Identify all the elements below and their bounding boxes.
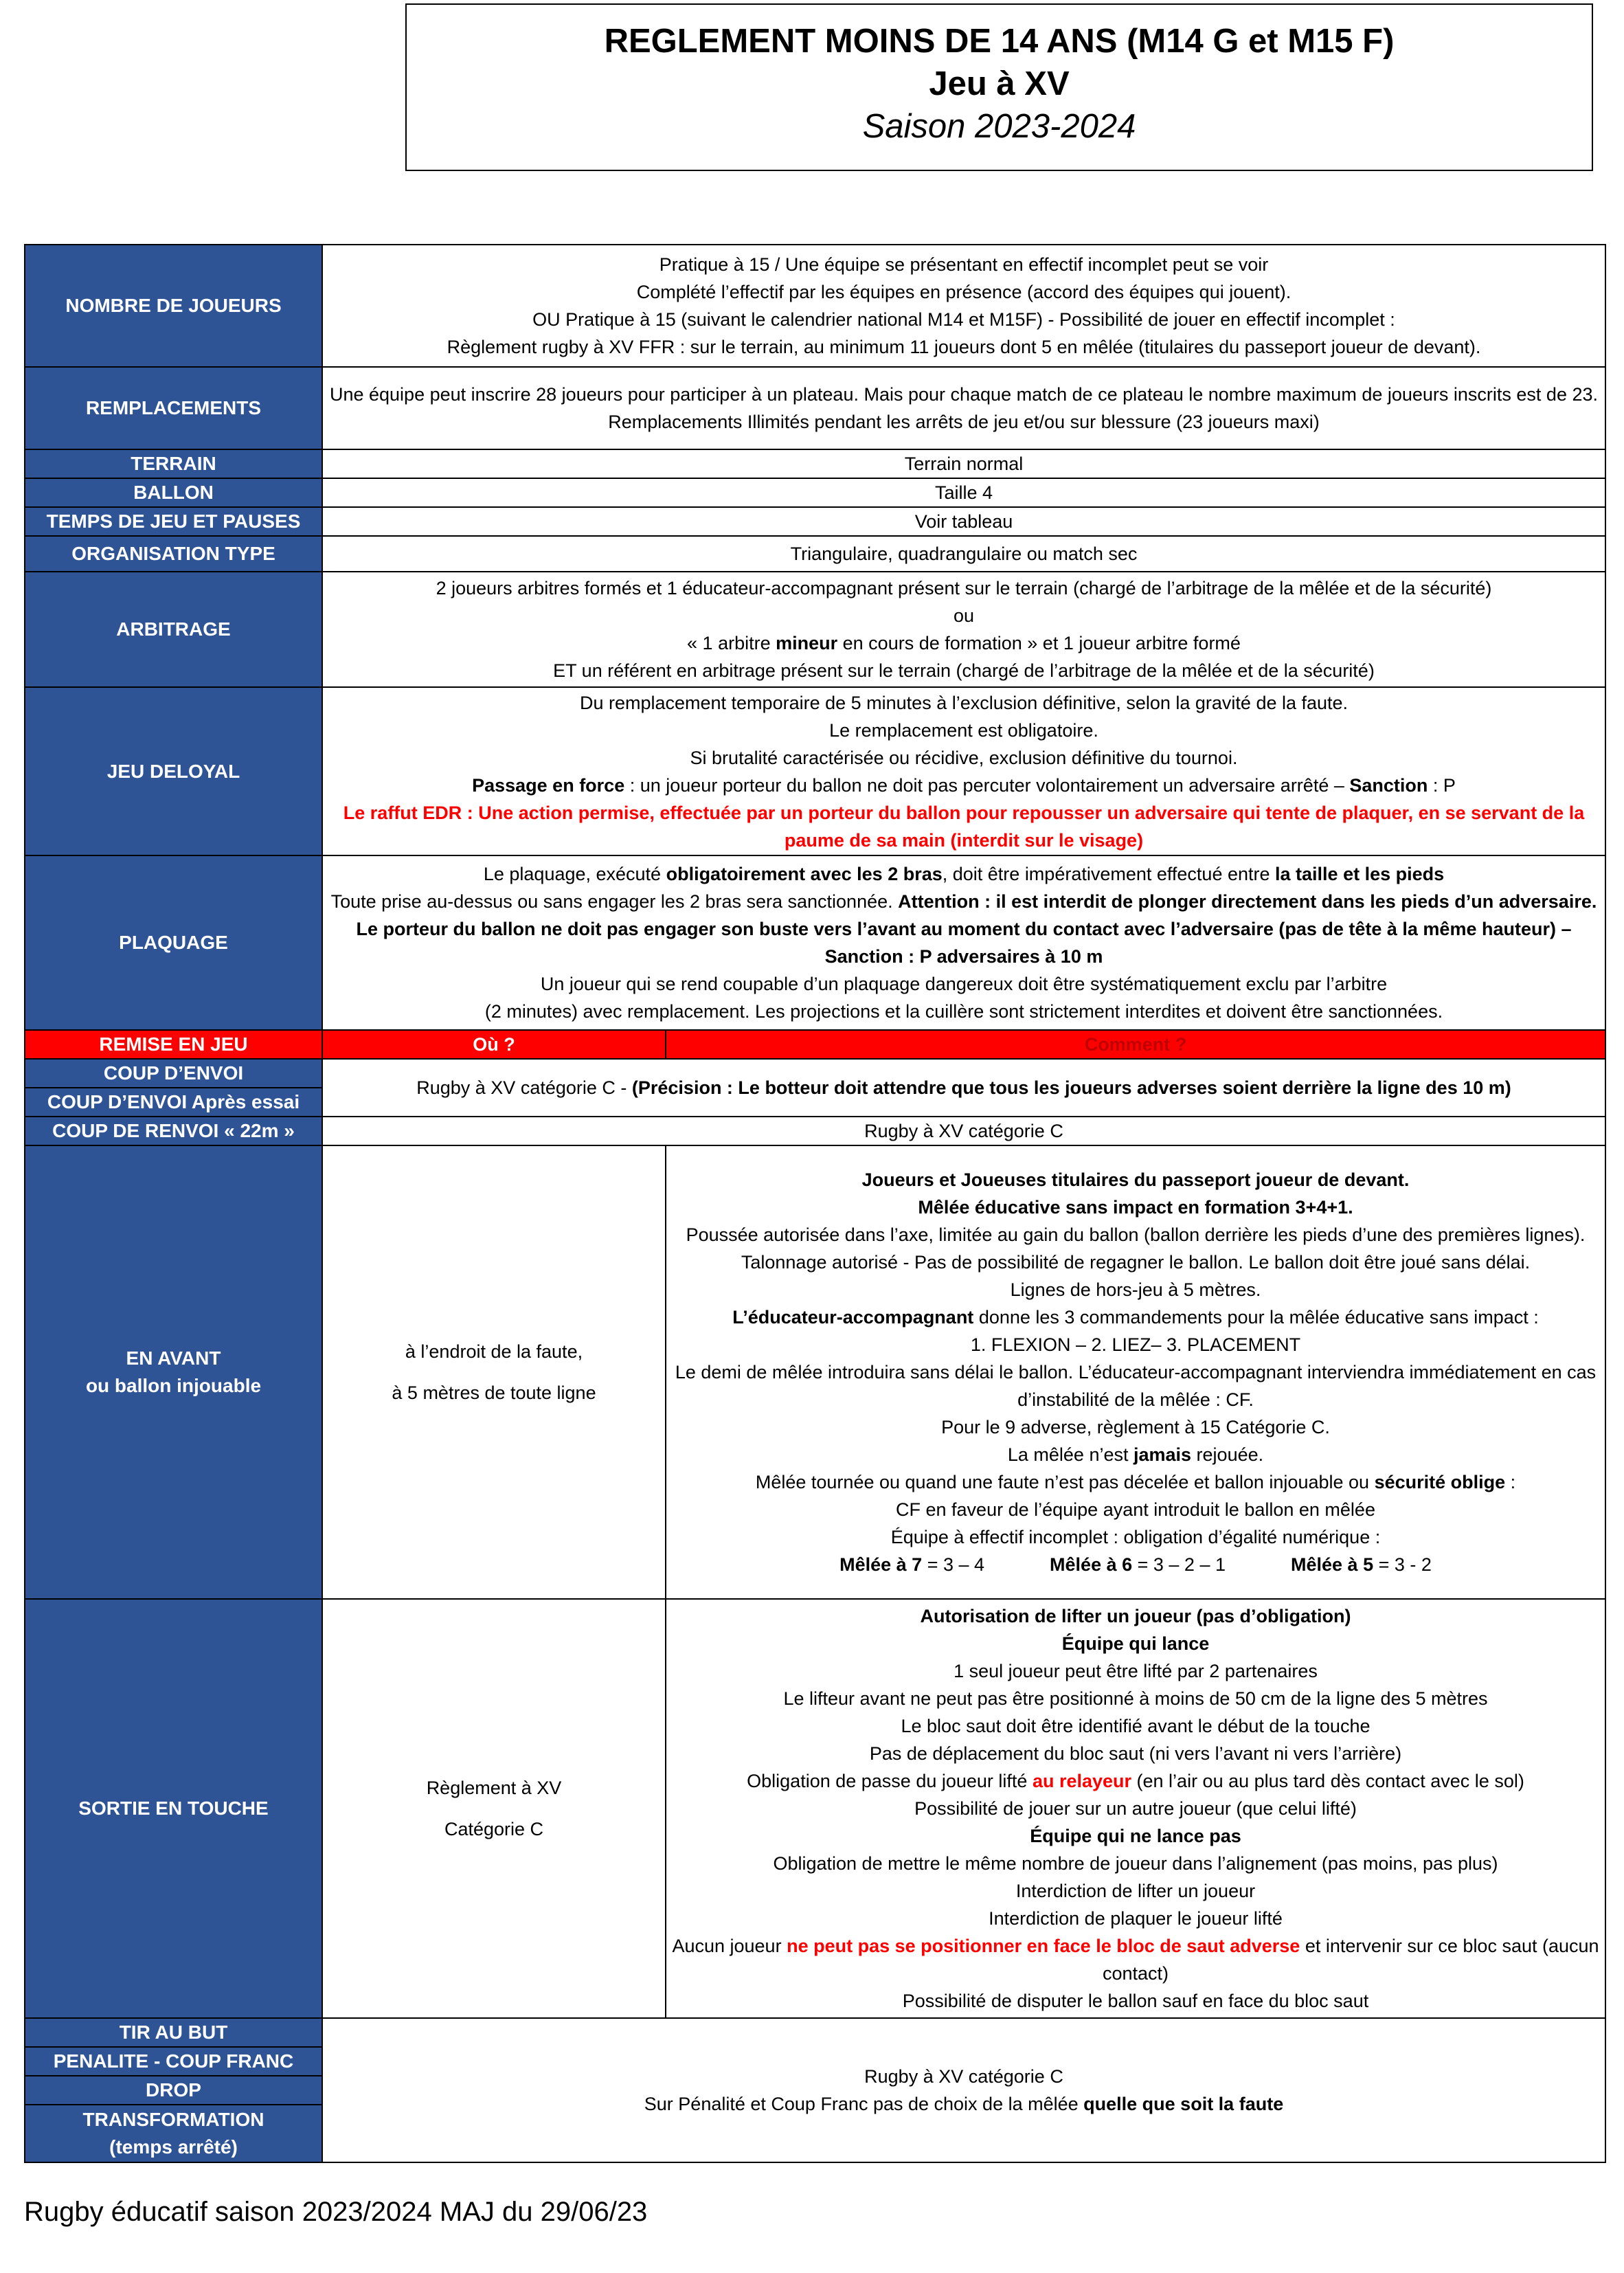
text-line-bold: Équipe qui ne lance pas [1030, 1826, 1241, 1846]
text-line [672, 1932, 1599, 1987]
text-run-red: au relayeur [1032, 1771, 1132, 1791]
text-run: (en l’air ou au plus tard dès contact avec le sol) [1131, 1771, 1524, 1791]
label-transformation [25, 2105, 322, 2162]
text-line-bold: Mêlée éducative sans impact en formation 3+4+1. [918, 1197, 1353, 1218]
label-terrain: TERRAIN [25, 449, 322, 478]
row-coup-de-renvoi [25, 1117, 1605, 1145]
value-ballon: Taille 4 [322, 478, 1605, 507]
header-comment: Comment ? [666, 1030, 1605, 1059]
text-line: Complété l’effectif par les équipes en présence (accord des équipes qui jouent). [636, 282, 1292, 302]
label-organisation: ORGANISATION TYPE [25, 536, 322, 572]
text-line [328, 2090, 1599, 2118]
text-line: Une équipe peut inscrire 28 joueurs pour participer à un plateau. Mais pour chaque match de ce plateau le nombre maximum de joueurs inscrits est de 23. [329, 384, 1599, 405]
text-line: Le remplacement est obligatoire. [829, 719, 1098, 741]
row-coup-envoi [25, 1059, 1605, 1088]
text-run: Mêlée tournée ou quand une faute n’est pas décelée et ballon injouable ou [755, 1472, 1375, 1492]
text-line: OU Pratique à 15 (suivant le calendrier national M14 et M15F) - Possibilité de jouer en effectif incomplet : [532, 309, 1395, 330]
text-run-bold: Passage en force [472, 774, 625, 796]
text-line-bold: Équipe qui lance [1061, 1633, 1210, 1654]
row-terrain [25, 449, 1605, 478]
page-footer: Rugby éducatif saison 2023/2024 MAJ du 29/06/23 [24, 2197, 648, 2227]
text-line [672, 1441, 1599, 1468]
row-organisation [25, 536, 1605, 572]
label-coup-envoi-apres-essai: COUP D’ENVOI Après essai [25, 1088, 322, 1117]
text-line [328, 860, 1599, 888]
text-run: Toute prise au-dessus ou sans engager les 2 bras sera sanctionnée. [330, 891, 899, 912]
text-line: Rugby à XV catégorie C [864, 2066, 1063, 2087]
text-line: Le lifteur avant ne peut pas être positionné à moins de 50 cm de la ligne des 5 mètres [783, 1688, 1488, 1709]
row-en-avant [25, 1145, 1605, 1599]
text-run: = 3 – 4 [922, 1554, 985, 1575]
text-line: Si brutalité caractérisée ou récidive, exclusion définitive du tournoi. [690, 747, 1238, 768]
text-run: rejouée. [1191, 1444, 1264, 1465]
value-tir-au-but [322, 2018, 1605, 2162]
label-en-avant [25, 1145, 322, 1599]
text-line: Talonnage autorisé - Pas de possibilité de regagner le ballon. Le ballon doit être joué sans délai. [741, 1252, 1531, 1273]
text-run-bold: L’éducateur-accompagnant [732, 1307, 974, 1328]
text-run: : un joueur porteur du ballon ne doit pas percuter volontairement un adversaire arrêté – [624, 774, 1350, 796]
text-run-bold: sécurité oblige [1374, 1472, 1506, 1492]
text-line: Règlement à XV [426, 1778, 562, 1798]
text-line: 1. FLEXION – 2. LIEZ– 3. PLACEMENT [970, 1334, 1301, 1355]
text-line: Poussée autorisée dans l’axe, limitée au gain du ballon (ballon derrière les pieds d’une des premières lignes). [686, 1224, 1586, 1245]
text-line [672, 1468, 1599, 1496]
text-line [672, 1767, 1599, 1795]
text-line [328, 772, 1599, 799]
text-line: ou [953, 605, 975, 626]
text-run-bold: jamais [1133, 1444, 1192, 1465]
text-line: Équipe à effectif incomplet : obligation d’égalité numérique : [890, 1527, 1381, 1547]
label-coup-de-renvoi: COUP DE RENVOI « 22m » [25, 1117, 322, 1145]
text-run-bold: Mêlée à 6 [1050, 1554, 1133, 1575]
text-run-bold: Mêlée à 7 [839, 1554, 923, 1575]
text-run: et intervenir sur ce bloc saut (aucun contact) [1102, 1936, 1599, 1984]
label-drop: DROP [25, 2076, 322, 2105]
text-run: Obligation de passe du joueur lifté [747, 1771, 1033, 1791]
title-box [405, 3, 1593, 171]
value-nombre-joueurs [322, 245, 1605, 367]
text-run-bold: (Précision : Le botteur doit attendre que tous les joueurs adverses soient derrière la ligne des 10 m) [631, 1077, 1511, 1098]
value-remplacements [322, 367, 1605, 449]
text-run: « 1 arbitre [687, 633, 776, 653]
row-remise-en-jeu [25, 1030, 1605, 1059]
ou-sortie-en-touche [322, 1599, 666, 2018]
text-line: Remplacements Illimités pendant les arrêts de jeu et/ou sur blessure (23 joueurs maxi) [608, 412, 1320, 432]
comment-en-avant [666, 1145, 1605, 1599]
label-nombre-joueurs: NOMBRE DE JOUEURS [25, 245, 322, 367]
spacer [328, 1365, 659, 1379]
label-ballon: BALLON [25, 478, 322, 507]
value-jeu-deloyal [322, 687, 1605, 855]
text-line: CF en faveur de l’équipe ayant introduit le ballon en mêlée [896, 1499, 1375, 1520]
text-run-bold: mineur [776, 633, 838, 653]
text-line [328, 629, 1599, 657]
label-plaquage: PLAQUAGE [25, 855, 322, 1030]
value-coup-envoi [322, 1059, 1605, 1117]
text-line: Obligation de mettre le même nombre de joueur dans l’alignement (pas moins, pas plus) [773, 1853, 1498, 1874]
label-jeu-deloyal: JEU DELOYAL [25, 687, 322, 855]
text-line: Pas de déplacement du bloc saut (ni vers l’avant ni vers l’arrière) [869, 1743, 1402, 1764]
value-terrain: Terrain normal [322, 449, 1605, 478]
text-run: Le plaquage, exécuté [483, 864, 666, 884]
text-run: Rugby à XV catégorie C - [416, 1077, 632, 1098]
label-tir-au-but: TIR AU BUT [25, 2018, 322, 2047]
row-arbitrage [25, 572, 1605, 687]
ou-en-avant [322, 1145, 666, 1599]
text-line: Catégorie C [444, 1819, 544, 1839]
text-line: Possibilité de disputer le ballon sauf en face du bloc saut [902, 1991, 1369, 2011]
header-ou: Où ? [322, 1030, 666, 1059]
row-jeu-deloyal [25, 687, 1605, 855]
label-remplacements: REMPLACEMENTS [25, 367, 322, 449]
document-title: REGLEMENT MOINS DE 14 ANS (M14 G et M15 F) [604, 23, 1395, 60]
label-sortie-en-touche: SORTIE EN TOUCHE [25, 1599, 322, 2018]
text-run-bold: Sanction [1349, 774, 1428, 796]
value-organisation: Triangulaire, quadrangulaire ou match sec [322, 536, 1605, 572]
text-line: Lignes de hors-jeu à 5 mètres. [1010, 1279, 1261, 1300]
text-run-bold: Mêlée à 5 [1291, 1554, 1374, 1575]
row-tir-au-but [25, 2018, 1605, 2047]
value-arbitrage [322, 572, 1605, 687]
text-line: Règlement rugby à XV FFR : sur le terrain, au minimum 11 joueurs dont 5 en mêlée (titulaires du passeport joueur de devant). [447, 337, 1481, 357]
text-line-bold: Joueurs et Joueuses titulaires du passeport joueur de devant. [861, 1169, 1410, 1190]
text-run: = 3 – 2 – 1 [1132, 1554, 1226, 1575]
rules-table [24, 244, 1606, 2163]
text-line [328, 888, 1599, 970]
text-run: Sur Pénalité et Coup Franc pas de choix de la mêlée [644, 2094, 1084, 2114]
text-run-bold: la taille et les pieds [1275, 864, 1445, 884]
text-line-bold: Autorisation de lifter un joueur (pas d’obligation) [920, 1606, 1351, 1626]
value-plaquage [322, 855, 1605, 1030]
spacer [328, 1802, 659, 1815]
comment-sortie-en-touche [666, 1599, 1605, 2018]
text-line: Du remplacement temporaire de 5 minutes à l’exclusion définitive, selon la gravité de la faute. [579, 692, 1349, 713]
value-coup-de-renvoi: Rugby à XV catégorie C [322, 1117, 1605, 1145]
text-run: , doit être impérativement effectué entre [942, 864, 1276, 884]
row-remplacements [25, 367, 1605, 449]
text-line: Un joueur qui se rend coupable d’un plaquage dangereux doit être systématiquement exclu par l’arbitre [540, 974, 1388, 994]
text-line: Le bloc saut doit être identifié avant le début de la touche [901, 1716, 1371, 1736]
text-run: en cours de formation » et 1 joueur arbitre formé [837, 633, 1241, 653]
label-line: EN AVANT [126, 1347, 221, 1369]
text-run-red: ne peut pas se positionner en face le bloc de saut adverse [787, 1936, 1300, 1956]
row-temps-de-jeu [25, 507, 1605, 536]
text-line: Le demi de mêlée introduira sans délai le ballon. L’éducateur-accompagnant interviendra immédiatement en cas d’instabilité de la mêlée : CF. [675, 1362, 1597, 1410]
text-line: Pour le 9 adverse, règlement à 15 Catégorie C. [941, 1417, 1330, 1437]
text-run-bold: obligatoirement avec les 2 bras [666, 864, 943, 884]
document-season: Saison 2023-2024 [862, 108, 1136, 145]
row-plaquage [25, 855, 1605, 1030]
text-line: Interdiction de plaquer le joueur lifté [989, 1908, 1283, 1929]
text-line: Interdiction de lifter un joueur [1015, 1881, 1256, 1901]
label-line: (temps arrêté) [109, 2136, 238, 2158]
document-subtitle: Jeu à XV [929, 65, 1070, 102]
text-line: Pratique à 15 / Une équipe se présentant en effectif incomplet peut se voir [659, 254, 1269, 275]
label-arbitrage: ARBITRAGE [25, 572, 322, 687]
text-line: à l’endroit de la faute, [405, 1341, 583, 1362]
value-temps-de-jeu: Voir tableau [322, 507, 1605, 536]
label-line: TRANSFORMATION [82, 2109, 264, 2130]
text-run-bold: quelle que soit la faute [1083, 2094, 1284, 2114]
label-temps-de-jeu: TEMPS DE JEU ET PAUSES [25, 507, 322, 536]
text-run-bold: Attention : il est interdit de plonger directement dans les pieds d’un adversaire. Le porteur du ballon ne doit pas engager son buste vers l’avant au moment du contact avec l’adversaire (pas de tête à la même hauteur) – Sanction : P adversaires à 10 m [356, 891, 1597, 967]
text-line-red: Le raffut EDR : Une action permise, effectuée par un porteur du ballon pour repousser un adversaire qui tente de plaquer, en se servant de la paume de sa main (interdit sur le visage) [343, 802, 1585, 851]
label-penalite: PENALITE - COUP FRANC [25, 2047, 322, 2076]
text-run: Aucun joueur [672, 1936, 787, 1956]
text-line: 2 joueurs arbitres formés et 1 éducateur-accompagnant présent sur le terrain (chargé de l’arbitrage de la mêlée et de la sécurité) [436, 578, 1492, 598]
text-run: donne les 3 commandements pour la mêlée éducative sans impact : [973, 1307, 1539, 1328]
label-remise-en-jeu: REMISE EN JEU [25, 1030, 322, 1059]
text-line [672, 1551, 1599, 1578]
text-line: à 5 mètres de toute ligne [392, 1382, 596, 1403]
text-line: (2 minutes) avec remplacement. Les projections et la cuillère sont strictement interdites et doivent être sanctionnées. [484, 1001, 1443, 1022]
text-line: Possibilité de jouer sur un autre joueur (que celui lifté) [914, 1798, 1357, 1819]
row-nombre-joueurs [25, 245, 1605, 367]
text-run: = 3 - 2 [1373, 1554, 1432, 1575]
text-line [672, 1303, 1599, 1331]
label-coup-envoi: COUP D’ENVOI [25, 1059, 322, 1088]
label-line: ou ballon injouable [85, 1375, 262, 1396]
row-sortie-en-touche [25, 1599, 1605, 2018]
text-run: La mêlée n’est [1007, 1444, 1134, 1465]
text-line: 1 seul joueur peut être lifté par 2 partenaires [954, 1661, 1318, 1681]
text-run: : P [1428, 774, 1456, 796]
text-run: : [1505, 1472, 1516, 1492]
text-line: ET un référent en arbitrage présent sur le terrain (chargé de l’arbitrage de la mêlée et de la sécurité) [553, 660, 1375, 681]
row-ballon [25, 478, 1605, 507]
